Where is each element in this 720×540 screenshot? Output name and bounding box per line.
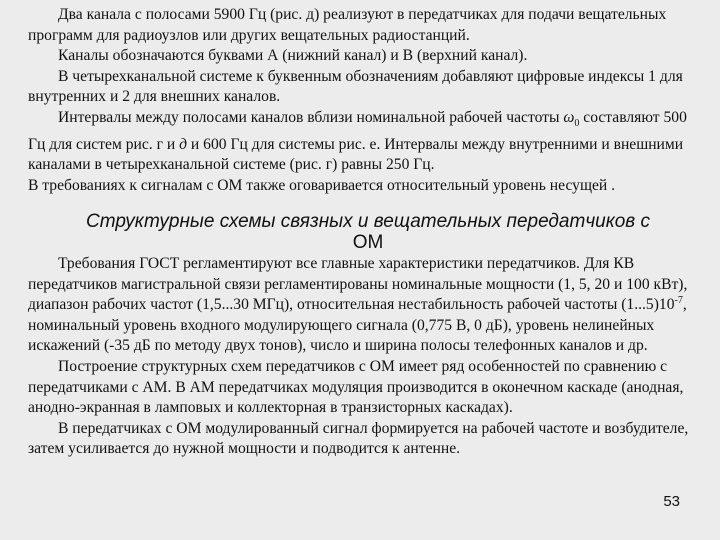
intervals-text-middle: составляют 500 Гц для систем рис. г и xyxy=(28,108,687,153)
text-block-top xyxy=(28,5,703,196)
paragraph-four-channel-indexes: В четырехканальной системе к буквенным обозначениям добавляют цифровые индексы 1 для внутренних и 2 для внешних каналов. xyxy=(28,67,683,106)
exponent: -7 xyxy=(674,295,683,306)
figure-letter-d: д xyxy=(179,135,188,153)
paragraph-channels-intro: Два канала с полосами 5900 Гц (рис. д) реализуют в передатчиках для подачи вещательных программ для радиоузлов или других вещательных радиостанций. xyxy=(28,6,667,44)
omega-symbol: $\omega_0$ xyxy=(563,108,580,130)
paragraph-structure-features: Построение структурных схем передатчиков с ОМ имеет ряд особенностей по сравнению с передатчиками с АМ. В АМ передатчиках модуляция производится в оконечном каскаде (анодная, анодно-экранная в ламповых и коллекторная в транзисторных каскадах). xyxy=(28,357,684,417)
intervals-text-end: и 600 Гц для системы рис. е. Интервалы между внутренними и внешними каналами в четырехканальной системе (рис. г) равны 250 Гц. xyxy=(28,135,684,174)
paragraph-om-modulation: В передатчиках с ОМ модулированный сигнал формируется на рабочей частоте и возбудителе, затем усиливается до нужной мощности и подводится к антенне. xyxy=(28,419,689,458)
gost-text-end: , номинальный уровень входного модулирующего сигнала (0,775 В, 0 дБ), уровень нелинейных искажений (-35 дБ по методу двух тонов), число и ширина полосы телефонных каналов и др. xyxy=(28,296,687,355)
paragraph-gost-requirements xyxy=(28,254,703,357)
paragraph-channel-letters: Каналы обозначаются буквами А (нижний канал) и В (верхний канал). xyxy=(58,47,528,65)
section-heading xyxy=(28,211,708,253)
paragraph-channel-intervals xyxy=(28,108,703,176)
paragraph-carrier-level: В требованиях к сигналам с ОМ также оговаривается относительный уровень несущей . xyxy=(28,176,616,194)
text-block-bottom xyxy=(28,254,703,460)
gost-text-start: Требования ГОСТ регламентируют все главные характеристики передатчиков. Для КВ передатчиков магистральной связи регламентированы номинальные мощности (1, 5, 20 и 100 кВт), диапазон рабочих частот (1,5...30 МГц), относительная нестабильность рабочей частоты (1...5)10 xyxy=(28,255,688,314)
page-number: 53 xyxy=(663,493,680,510)
heading-line-1: Структурные схемы связных и вещательных передатчиков с xyxy=(86,211,650,232)
intervals-text-start: Интервалы между полосами каналов вблизи номинальной рабочей частоты xyxy=(58,108,564,126)
heading-line-2: ОМ xyxy=(352,232,384,253)
